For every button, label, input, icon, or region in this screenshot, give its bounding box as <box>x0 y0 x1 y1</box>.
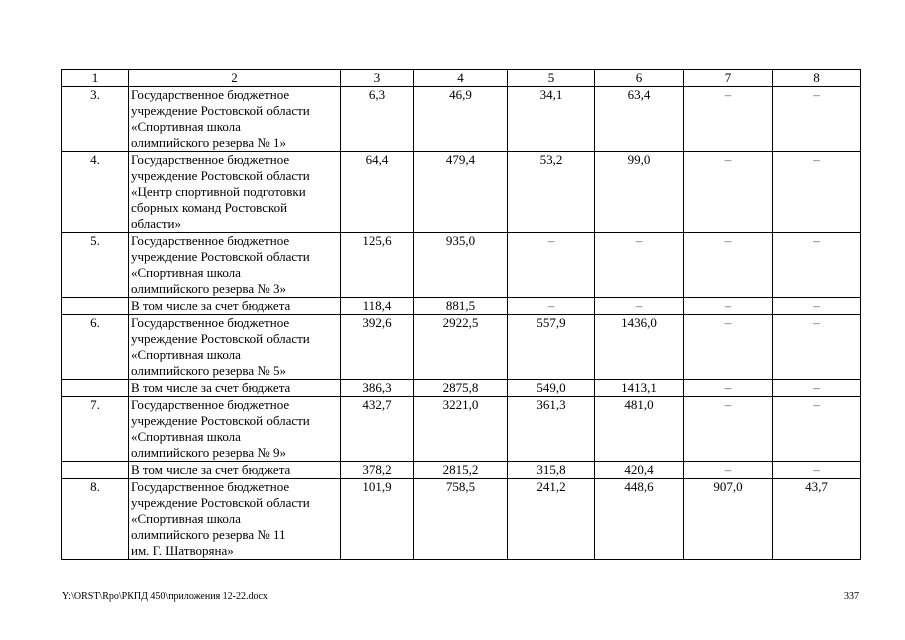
value-cell-col4: 758,5 <box>414 479 508 560</box>
row-number-cell: 7. <box>62 397 129 462</box>
institution-name-line: сборных команд Ростовской <box>131 200 288 215</box>
value-cell-col7: 907,0 <box>684 479 773 560</box>
row-number-cell <box>62 298 129 315</box>
value-cell-col8: – <box>773 315 861 380</box>
institution-name-line: учреждение Ростовской области <box>131 413 310 428</box>
institution-name-cell <box>129 479 341 560</box>
value-cell-col5: 34,1 <box>508 87 595 152</box>
value-cell-col8: – <box>773 87 861 152</box>
institution-name-cell <box>129 298 341 315</box>
value-cell-col8: – <box>773 380 861 397</box>
value-cell-col4: 881,5 <box>414 298 508 315</box>
value-cell-col3: 392,6 <box>341 315 414 380</box>
value-cell-col5: 315,8 <box>508 462 595 479</box>
value-cell-col5: 361,3 <box>508 397 595 462</box>
row-number-cell <box>62 380 129 397</box>
table-row <box>62 479 861 560</box>
value-cell-col6: 63,4 <box>595 87 684 152</box>
table-row <box>62 152 861 233</box>
value-cell-col7: – <box>684 298 773 315</box>
value-cell-col4: 935,0 <box>414 233 508 298</box>
institution-name-line: Государственное бюджетное <box>131 233 290 248</box>
table-subrow-budget <box>62 298 861 315</box>
header-cell: 6 <box>595 70 684 87</box>
value-cell-col7: – <box>684 462 773 479</box>
value-cell-col5: – <box>508 298 595 315</box>
value-cell-col4: 46,9 <box>414 87 508 152</box>
institution-name-cell <box>129 152 341 233</box>
header-cell: 2 <box>129 70 341 87</box>
table-row <box>62 233 861 298</box>
institution-name-line: Государственное бюджетное <box>131 87 290 102</box>
institution-name-cell <box>129 397 341 462</box>
value-cell-col6: – <box>595 233 684 298</box>
value-cell-col5: 549,0 <box>508 380 595 397</box>
institution-name-cell <box>129 462 341 479</box>
table-body <box>62 70 861 560</box>
table-row <box>62 397 861 462</box>
value-cell-col6: 420,4 <box>595 462 684 479</box>
value-cell-col7: – <box>684 380 773 397</box>
institution-name-line: учреждение Ростовской области <box>131 168 310 183</box>
value-cell-col4: 2815,2 <box>414 462 508 479</box>
institution-name-line: им. Г. Шатворяна» <box>131 543 234 558</box>
row-number-cell: 8. <box>62 479 129 560</box>
value-cell-col6: 481,0 <box>595 397 684 462</box>
table-row <box>62 315 861 380</box>
institution-name-line: олимпийского резерва № 5» <box>131 363 287 378</box>
institution-name-line: «Спортивная школа <box>131 511 241 526</box>
value-cell-col8: – <box>773 298 861 315</box>
value-cell-col5: – <box>508 233 595 298</box>
data-table <box>61 69 861 560</box>
value-cell-col8: – <box>773 233 861 298</box>
value-cell-col6: 99,0 <box>595 152 684 233</box>
institution-name-line: области» <box>131 216 181 231</box>
institution-name-line: олимпийского резерва № 11 <box>131 527 286 542</box>
institution-name-line: олимпийского резерва № 9» <box>131 445 287 460</box>
table-row <box>62 87 861 152</box>
header-cell: 4 <box>414 70 508 87</box>
institution-name-line: «Спортивная школа <box>131 265 241 280</box>
header-cell: 8 <box>773 70 861 87</box>
institution-name-cell <box>129 315 341 380</box>
institution-name-cell <box>129 233 341 298</box>
row-number-cell: 5. <box>62 233 129 298</box>
institution-name-line: Государственное бюджетное <box>131 479 290 494</box>
table-subrow-budget <box>62 380 861 397</box>
value-cell-col4: 3221,0 <box>414 397 508 462</box>
value-cell-col6: 448,6 <box>595 479 684 560</box>
institution-name-line: Государственное бюджетное <box>131 152 290 167</box>
header-cell: 1 <box>62 70 129 87</box>
institution-name-line: олимпийского резерва № 3» <box>131 281 287 296</box>
institution-name-line: «Спортивная школа <box>131 347 241 362</box>
value-cell-col3: 432,7 <box>341 397 414 462</box>
footer-page-number: 337 <box>844 591 859 602</box>
institution-name-line: В том числе за счет бюджета <box>131 298 291 313</box>
institution-name-line: В том числе за счет бюджета <box>131 462 291 477</box>
institution-name-line: Государственное бюджетное <box>131 315 290 330</box>
value-cell-col6: – <box>595 298 684 315</box>
table-subrow-budget <box>62 462 861 479</box>
value-cell-col5: 241,2 <box>508 479 595 560</box>
institution-name-line: В том числе за счет бюджета <box>131 380 291 395</box>
footer-file-path: Y:\ORST\Rpo\РКПД 450\приложения 12-22.docx <box>62 591 268 602</box>
institution-name-line: Государственное бюджетное <box>131 397 290 412</box>
value-cell-col6: 1413,1 <box>595 380 684 397</box>
value-cell-col3: 118,4 <box>341 298 414 315</box>
institution-name-cell <box>129 87 341 152</box>
value-cell-col7: – <box>684 152 773 233</box>
value-cell-col3: 64,4 <box>341 152 414 233</box>
value-cell-col4: 2922,5 <box>414 315 508 380</box>
institution-name-line: «Спортивная школа <box>131 119 241 134</box>
value-cell-col8: – <box>773 152 861 233</box>
value-cell-col7: – <box>684 233 773 298</box>
value-cell-col7: – <box>684 315 773 380</box>
value-cell-col6: 1436,0 <box>595 315 684 380</box>
value-cell-col3: 378,2 <box>341 462 414 479</box>
table-header-row <box>62 70 861 87</box>
value-cell-col7: – <box>684 397 773 462</box>
institution-name-line: учреждение Ростовской области <box>131 249 310 264</box>
value-cell-col8: 43,7 <box>773 479 861 560</box>
institution-name-line: учреждение Ростовской области <box>131 103 310 118</box>
value-cell-col3: 101,9 <box>341 479 414 560</box>
institution-name-line: учреждение Ростовской области <box>131 331 310 346</box>
value-cell-col5: 557,9 <box>508 315 595 380</box>
row-number-cell <box>62 462 129 479</box>
institution-name-line: олимпийского резерва № 1» <box>131 135 287 150</box>
header-cell: 3 <box>341 70 414 87</box>
value-cell-col3: 386,3 <box>341 380 414 397</box>
value-cell-col8: – <box>773 462 861 479</box>
value-cell-col3: 6,3 <box>341 87 414 152</box>
institution-name-line: учреждение Ростовской области <box>131 495 310 510</box>
value-cell-col7: – <box>684 87 773 152</box>
institution-name-cell <box>129 380 341 397</box>
header-cell: 7 <box>684 70 773 87</box>
value-cell-col4: 2875,8 <box>414 380 508 397</box>
row-number-cell: 6. <box>62 315 129 380</box>
row-number-cell: 4. <box>62 152 129 233</box>
value-cell-col5: 53,2 <box>508 152 595 233</box>
institution-name-line: «Спортивная школа <box>131 429 241 444</box>
value-cell-col4: 479,4 <box>414 152 508 233</box>
institution-name-line: «Центр спортивной подготовки <box>131 184 306 199</box>
row-number-cell: 3. <box>62 87 129 152</box>
value-cell-col8: – <box>773 397 861 462</box>
value-cell-col3: 125,6 <box>341 233 414 298</box>
header-cell: 5 <box>508 70 595 87</box>
